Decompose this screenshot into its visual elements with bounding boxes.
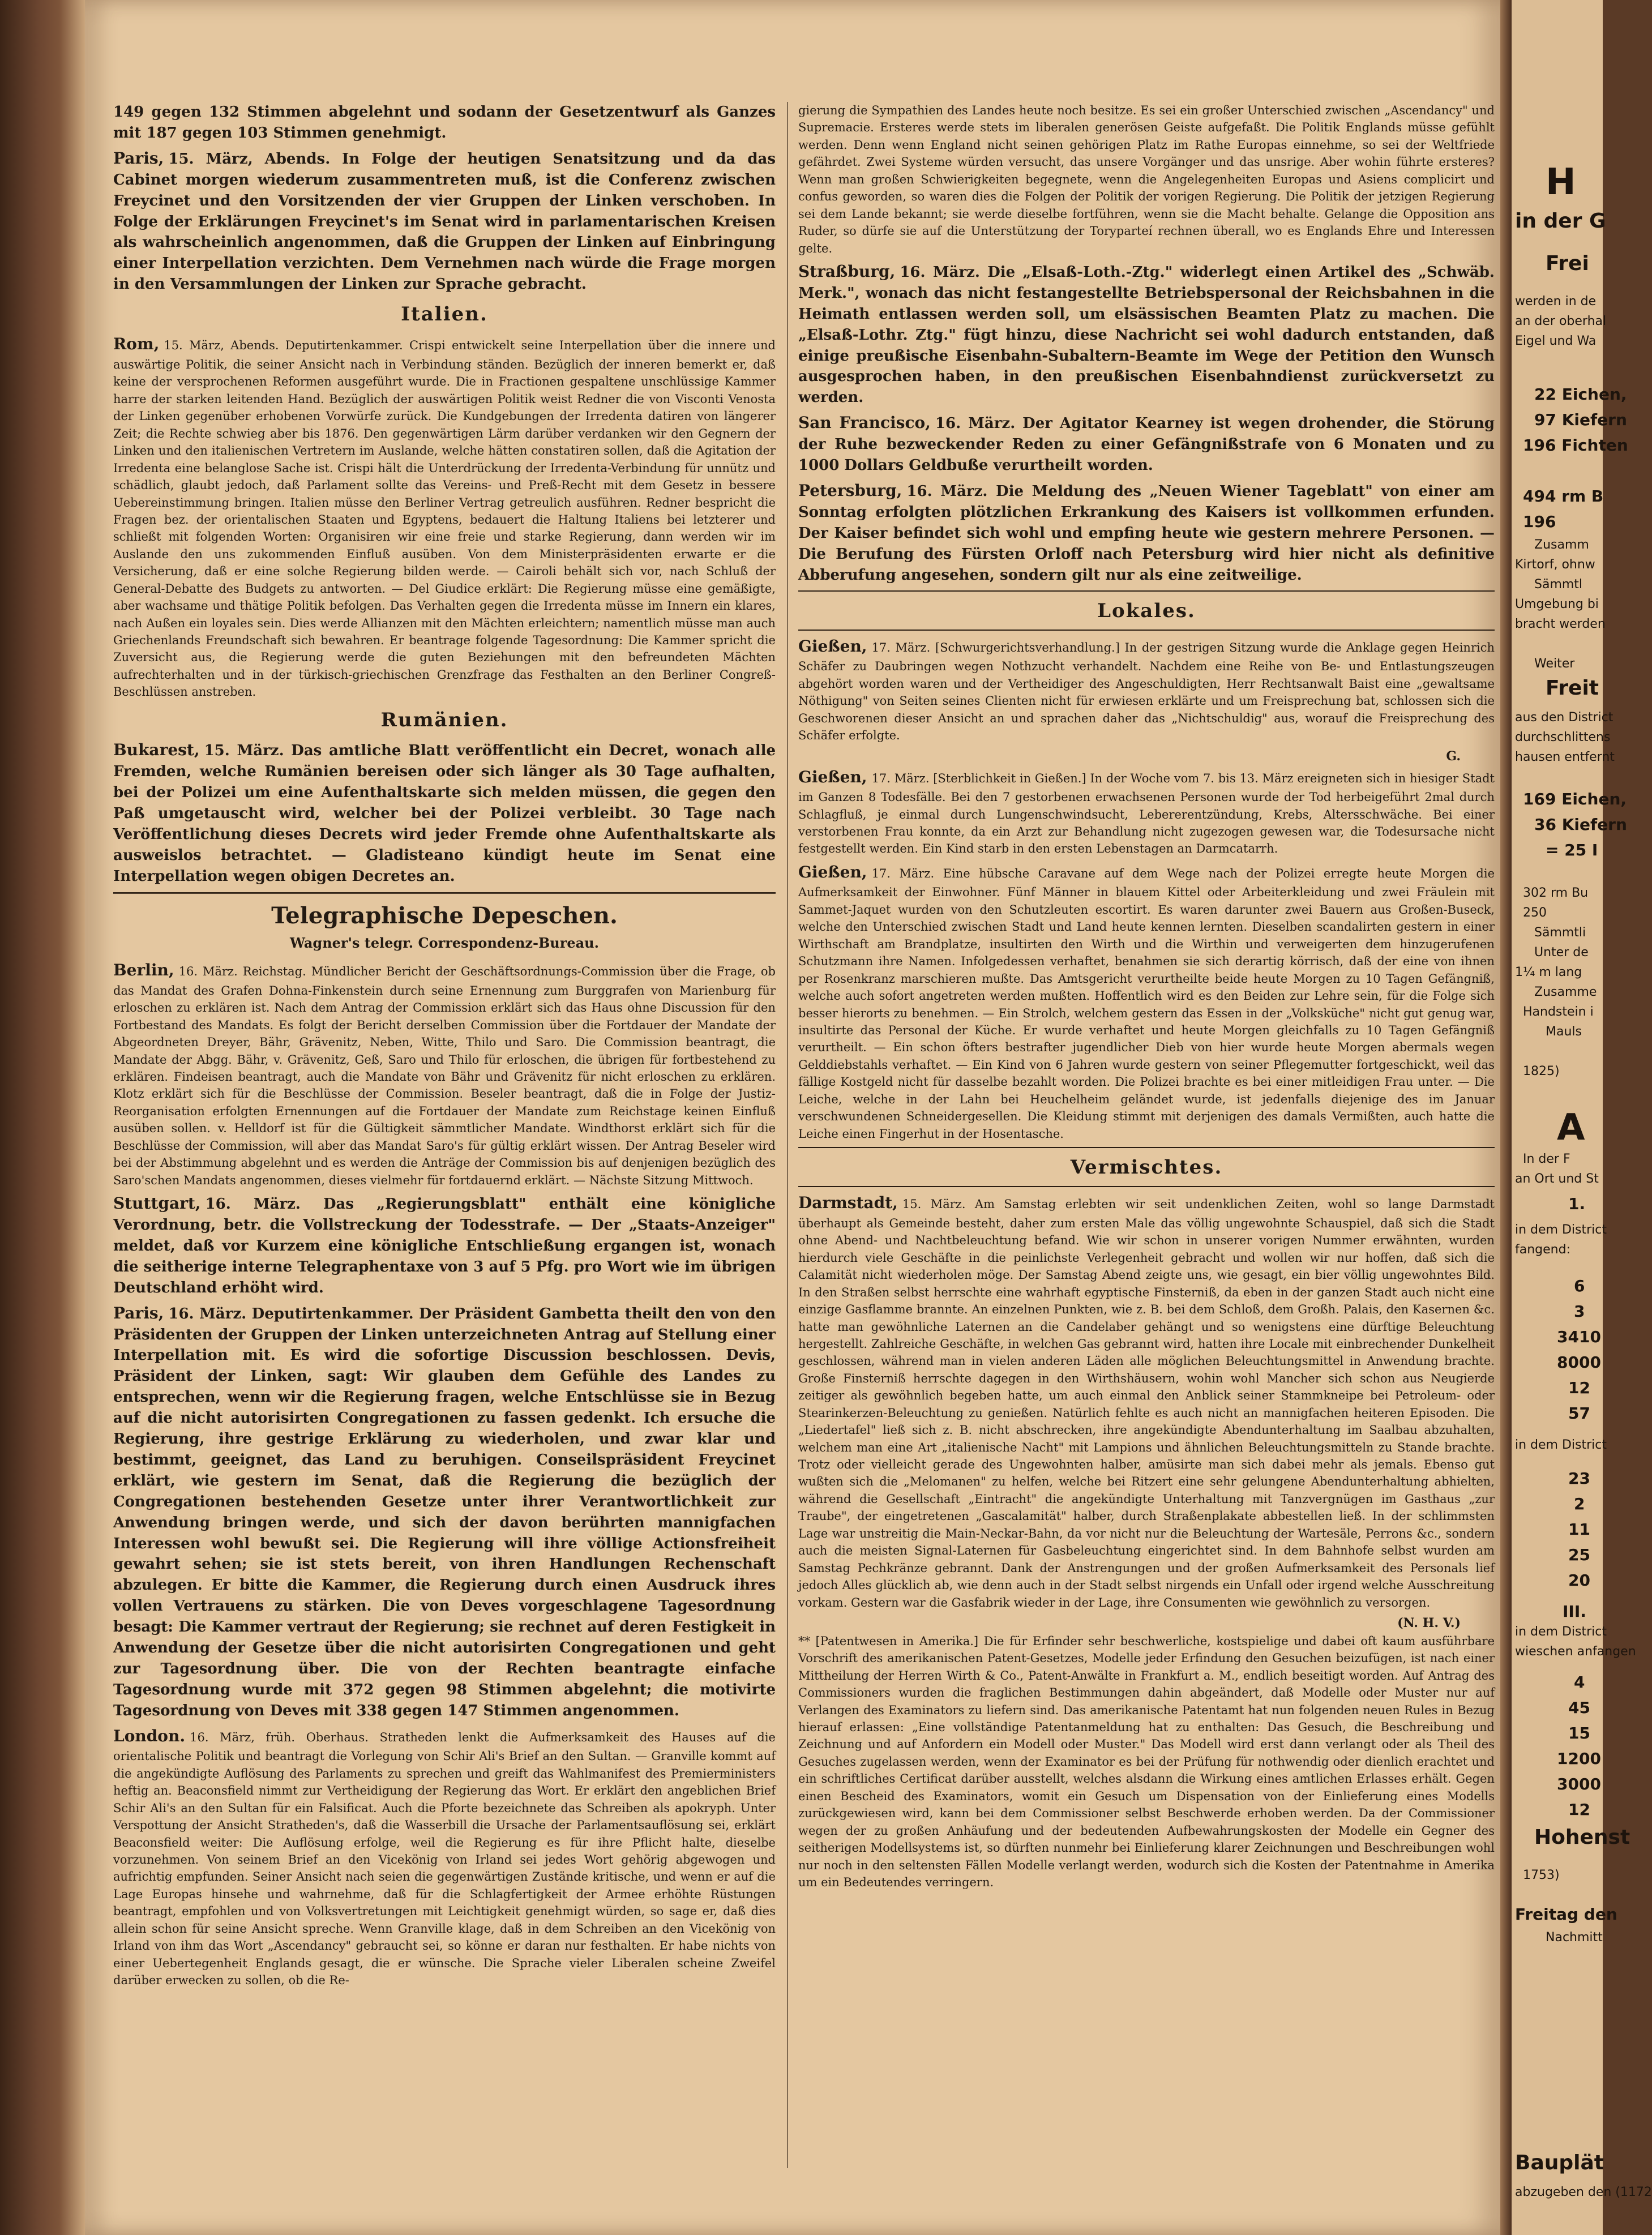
strassburg-article [798,260,1495,408]
ad-fragment: Zusamme [1534,985,1597,999]
rom-article [113,333,776,700]
ad-fragment: = 25 I [1546,841,1598,859]
article-body: 17. März. [Sterblichkeit in Gießen.] In der Woche vom 7. bis 13. März ereigneten sich in hiesiger Stadt im Ganzen 8 Todesfälle. Bei den 7 gestorbenen erwachsenen Personen wurde der Tod herbeigeführt 2mal durch Schlagfluß, je einmal durch Lungenschwindsucht, Lebererentzündung, Krebs, Altersschwäche. Bei einer verstorbenen Frau konnte, da ein Arzt zur Behandlung nicht zugezogen gewesen war, die Todesursache nicht festgestellt werden. Ein Kind starb in den ersten Lebenstagen an Darmcatarrh. [798,771,1495,856]
section-divider [798,1186,1495,1187]
section-heading-lokales: Lokales. [1097,599,1196,622]
ad-fragment: 20 [1568,1571,1590,1590]
ad-fragment: Frei [1546,252,1589,275]
ad-fragment: 196 Fichten [1523,436,1628,455]
ad-fragment: A [1557,1107,1585,1149]
dateline: Rom, [113,335,160,354]
ad-fragment: 1825) [1523,1064,1560,1078]
ad-fragment: Freitag den [1515,1905,1617,1924]
ad-fragment: 45 [1568,1698,1590,1717]
petersburg-article [798,479,1495,586]
ad-fragment: H [1546,161,1576,203]
ad-fragment: 6 [1574,1277,1585,1295]
ad-fragment: Bauplät [1515,2151,1604,2174]
ad-fragment: 1753) [1523,1868,1560,1882]
article-body: 15. März, Abends. Deputirtenkammer. Crispi entwickelt seine Interpellation über die innere und auswärtige Politik, die seiner Ansicht nach in Verbindung ständen. Bezüglich der inneren bemerkt er, daß keine der versprochenen Reformen ausgeführt wurde. Die in Fractionen gespaltene unschlüssige Kammer harre der starken leitenden Hand. Bezüglich der auswärtigen Politik weist Redner die von Visconti Venosta der Linken gegenüber erhobenen Vorwürfe zurück. Die Kundgebungen der Irredenta datiren von längerer Zeit; die Rechte schwieg aber bis 1876. Den gegenwärtigen Lärm darüber verdanken wir den Gegnern der Linken und den italienischen Vertretern im Auslande, welche hätten constatiren sollen, daß die Agitation der Irredenta eine belanglose Sache ist. Crispi hält die Unterdrückung der Irredenta-Verbindung für unnütz und schädlich, glaubt jedoch, daß Parlament sollte das Vereins- und Preß-Recht mit dem Gesetz in bessere Uebereinstimmung bringen. Italien müsse den Berliner Vertrag getreulich ausführen. Redner bespricht die Fragen bez. der orientalischen Staaten und Egyptens, bedauert die Haltung Italiens bei letzterer und schließt mit folgenden Worten: Organisiren wir eine freie und starke Regierung, dann werden wir im Auslande den uns zukommenden Einfluß ausüben. Von dem Ministerpräsidenten erwarte er die Versicherung, daß er eine solche Regierung bilden werde. — Cairoli behält sich vor, nach Schluß der General-Debatte des Budgets zu antworten. — Del Giudice erklärt: Die Regierung müsse eine gemäßigte, aber wachsame und thätige Politik befolgen. Das Verhalten gegen die Irredenta müsse im Innern ein klares, nach Außen ein loyales sein. Dies werde Allianzen mit den Mächten erleichtern; namentlich müsse man auch Griechenlands Freundschaft sich bewahren. Er beantrage folgende Tagesordnung: Die Kammer spricht die Zuversicht aus, die Regierung werde die guten Beziehungen mit den befreundeten Mächten aufrechterhalten und in der türkisch-griechischen Grenzfrage das Festhalten an den Berliner Congreß-Beschlüssen anstreben. [113,339,776,699]
ad-fragment: aus den District [1515,710,1614,725]
ad-fragment: in dem District [1515,1223,1607,1237]
intro-paragraph: 149 gegen 132 Stimmen abgelehnt und sodann der Gesetzentwurf als Ganzes mit 187 gegen 103 Stimmen genehmigt. [113,104,776,142]
ad-fragment: Kirtorf, ohnw [1515,558,1595,572]
ad-fragment: Sämmtli [1534,926,1586,940]
bureau-subheading: Wagner's telegr. Correspondenz-Bureau. [290,935,599,952]
ad-fragment: 250 [1523,906,1547,920]
left-column [113,102,776,1992]
ad-fragment: hausen entfernt [1515,750,1615,764]
ad-fragment: In der F [1523,1152,1570,1166]
ad-fragment: 11 [1568,1520,1590,1539]
dateline: Petersburg, [798,481,902,500]
ad-fragment: 196 [1523,512,1556,531]
ad-fragment: 3410 [1557,1328,1601,1346]
ad-fragment: Handstein i [1523,1005,1594,1019]
ad-fragment: Zusamm [1534,538,1589,552]
ad-fragment: Unter de [1534,945,1589,960]
ad-fragment: 2 [1574,1495,1585,1513]
right-column [798,102,1495,1894]
section-divider [113,892,776,894]
article-body: 17. März. [Schwurgerichtsverhandlung.] In der gestrigen Sitzung wurde die Anklage gegen Heinrich Schäfer zu Daubringen wegen Nothzucht verhandelt. Nachdem eine Reihe von Be- und Entlastungszeugen abgehört worden waren und der Vertheidiger des Angeschuldigten, Herr Rechtsanwalt Baist eine „gewaltsame Nöthigung" von Seiten seines Clienten nicht für erwiesen erklärte und um Freisprechung bat, schlossen sich die Geschworenen dieser Ansicht an und sprachen daher das „Nichtschuldig" aus, worauf die Freisprechung des Schäfer erfolgte. [798,640,1495,743]
source-note: (N. H. V.) [1397,1615,1461,1630]
ad-fragment: an Ort und St [1515,1172,1599,1186]
giessen-police-article [798,861,1495,1142]
sanfrancisco-article [798,412,1495,476]
section-divider [798,590,1495,592]
ad-fragment: 25 [1568,1545,1590,1564]
london-article [113,1725,776,1989]
ad-fragment: Eigel und Wa [1515,334,1597,348]
paris2-article [113,1302,776,1722]
ad-fragment: bracht werden [1515,617,1606,631]
ad-fragment: Nachmitt [1546,1930,1603,1945]
dateline: Paris, [113,148,164,168]
article-body: 16. März. Der Agitator Kearney ist wegen drohender, die Störung der Ruhe bezweckender Reden zu einer Gefängnißstrafe von 6 Monaten und zu 1000 Dollars Geldbuße verurtheilt worden. [798,415,1495,474]
dateline: Berlin, [113,961,174,980]
section-heading-rumaenien: Rumänien. [380,708,508,731]
ad-fragment: 494 rm B [1523,487,1604,506]
ad-fragment: Umgebung bi [1515,597,1599,611]
ad-fragment: 169 Eichen, [1523,790,1627,808]
ad-fragment: 3000 [1557,1775,1601,1793]
ad-fragment: 8000 [1557,1353,1601,1372]
london-continuation: gierung die Sympathien des Landes heute noch besitze. Es sei ein großer Unterschied zwischen „Ascendancy" und Supremacie. Ersteres werde stets im liberalen generösen Geiste aufgefaßt. Die Politik Englands müsse gefühlt werden. Denn wenn England nicht seinen gehörigen Platz im Rathe Europas einnehme, so sei der Weltfriede gefährdet. Zwei Systeme würden versucht, das unsere Vorgänger und das unsrige. Aber wohin führte ersteres? Wenn man großen Schwierigkeiten begegnete, wenn die Angelegenheiten Europas und Asiens complicirt und confus geworden, so waren dies die Folgen der Politik der vorigen Regierung. Die Politik der jetzigen Regierung sei dem Lande bekannt; sie werde dieselbe fortführen, wenn sie die Macht behalte. Gelange die Opposition ans Ruder, so dürfe sie auf die Unterstützung der Toryparteí rechnen überall, wo es Englands Ehre und Interessen gelte. [798,104,1495,255]
section-divider [798,1147,1495,1148]
ad-fragment: Sämmtl [1534,577,1583,592]
article-body: 16. März, früh. Oberhaus. Stratheden lenkt die Aufmerksamkeit des Hauses auf die orientalische Politik und beantragt die Vorlegung von Schir Ali's Brief an den Sultan. — Granville kommt auf die angekündigte Auflösung des Parlaments zu sprechen und greift das Wahlmanifest des Premierministers heftig an. Beaconsfield nimmt zur Vertheidigung der Regierung das Wort. Er erklärt den angeblichen Brief Schir Ali's an den Sultan für ein Falsificat. Auch die Pforte bezeichnete das Schreiben als apokryph. Unter Verspottung der Ansicht Stratheden's, daß die Wasserbill die Ursache der Parlamentsauflösung sei, erklärt Beaconsfield weiter: Die Auflösung erfolge, weil die Regierung es für ihre Pflicht halte, dieselbe vorzunehmen. Von seinem Brief an den Vicekönig von Irland sei jedes Wort gehörig abgewogen und aufrichtig empfunden. Seiner Ansicht nach seien die gegenwärtigen Zustände kritische, und wenn er auf die Lage Europas hinsehe und wahrnehme, daß für die Schlagfertigkeit der Armee erhöhte Rüstungen beantragt, empfohlen und von Volksvertretungen mit Leichtigkeit genehmigt würden, so sage er, daß dies allein schon für seine Ansicht spreche. Wenn Granville klage, daß in dem Schreiben an den Vicekönig von Irland von ihm das Wort „Ascendancy" gebraucht sei, so könne er daran nur festhalten. Er habe nichts von einer Uebertegenheit Englands gesagt, die er wünsche. Die Sprache vieler Liberalen scheine Zweifel darüber erwecken zu sollen, ob die Re- [113,1730,776,1988]
page-gutter [1500,0,1512,2235]
ad-fragment: in dem District [1515,1438,1607,1452]
dateline: Stuttgart, [113,1194,201,1213]
berlin-article [113,959,776,1189]
paris1-article [113,147,776,295]
ad-fragment: 3 [1574,1302,1585,1321]
ad-fragment: werden in de [1515,294,1597,309]
stuttgart-article [113,1192,776,1299]
darmstadt-article [798,1192,1495,1611]
article-body: 15. März, Abends. In Folge der heutigen Senatsitzung und da das Cabinet morgen wiederum zusammentreten muß, ist die Conferenz zwischen Freycinet und den Vorsitzenden der vier Gruppen der Linken verschoben. In Folge der Erklärungen Freycinet's im Senat wird in parlamentarischen Kreisen als wahrscheinlich angenommen, daß die Gruppen der Linken auf Einbringung einer Interpellation verzichten. Dem Vernehmen nach würde die Frage morgen in den Versammlungen der Linken zur Sprache gebracht. [113,150,776,293]
article-body: 15. März. Am Samstag erlebten wir seit undenklichen Zeiten, wohl so lange Darmstadt überhaupt als Gemeinde besteht, daher zum ersten Male das völlig ungewohnte Schauspiel, daß sich die Stadt ohne Abend- und Nachtbeleuchtung befand. Wie wir schon in unserer vorigen Nummer erwähnten, wurden hierdurch viele Geschäfte in die peinlichste Verlegenheit gebracht und wollen wir nur hoffen, daß sich die Calamität nicht wiederholen möge. Der Samstag Abend zeigte uns, wie gesagt, ein bier völlig ungewohntes Bild. In den Straßen selbst herrschte eine wahrhaft egyptische Finsterniß, da eben in der ganzen Stadt auch nicht eine einzige Gasflamme brannte. An einzelnen Punkten, wie z. B. bei dem Schloß, dem Großh. Palais, den Kasernen &c. hatte man gewöhnliche Laternen an die Candelaber gehängt und so wenigstens eine dürftige Beleuchtung hergestellt. Zahlreiche Geschäfte, in welchen Gas gebrannt wird, hatten ihre Locale mit einbrechender Dunkelheit geschlossen, während man in vielen anderen Läden alle möglichen Beleuchtungsmittel in Anwendung brachte. Große Finsterniß herrschte dagegen in den Wirthshäusern, wohin wohl Mancher sich schon aus Neugierde zeitiger als gewöhnlich begeben hatte, um auch einmal den Anblick seiner Stammkneipe bei Petroleum- oder Stearinkerzen-Beleuchtung zu genießen. Natürlich fehlte es auch nicht an mannigfachen heiteren Episoden. Die „Liedertafel" ließ sich z. B. nicht abschrecken, ihre angekündigte Abendunterhaltung im Saalbau abzuhalten, welchem man eine Art „italienische Nacht" mit Lampions und ähnlichen Beleuchtungsmitteln zu Stande brachte. Trotz oder vielleicht gerade des Ungewohnten halber, amüsirte man sich dabei mehr als jemals. Ebenso gut wußten sich die „Melomanen" zu helfen, welche bei Ritzert eine sehr gelungene Abendunterhaltung abhielten, während die Gesellschaft „Eintracht" die angekündigte Unterhaltung mit Tanzvergnügen im Gasthaus „zur Traube", der eingetretenen „Gascalamität" halber, durch Straßenplakate abbestellen ließ. In der schlimmsten Lage war unstreitig die Main-Neckar-Bahn, da vor nicht nur die Beleuchtung der Wartesäle, Perrons &c., sondern auch die meisten Signal-Laternen für Gasbeleuchtung eingerichtet sind. In dem Bahnhofe selbst wurden am Samstag Pechkränze gebrannt. Dank der Anstrengungen und der großen Aufmerksamkeit des Personals lief jedoch Alles glücklich ab, wie denn auch in der Stadt selbst nirgends ein Unfall oder irgend welche Ausschreitung vorkam. Gestern war die Gasfabrik wieder in der Lage, ihre Consumenten wie gewöhnlich zu versorgen. [798,1197,1495,1609]
article-body: 16. März. Die „Elsaß-Loth.-Ztg." widerlegt einen Artikel des „Schwäb. Merk.", wonach das nicht festangestellte Betriebspersonal der Reichsbahnen in die Heimath entlassen werden soll, um elsässischen Beamten Platz zu machen. Die „Elsaß-Lothr. Ztg." fügt hinzu, diese Nachricht sei wohl dadurch entstanden, daß einige preußische Eisenbahn-Subaltern-Beamte im Wege der Petition den Wunsch ausgesprochen haben, in den preußischen Eisenbahndienst zurückversetzt zu werden. [798,263,1495,406]
ad-fragment: 1. [1568,1194,1586,1213]
patent-article: ** [Patentwesen in Amerika.] Die für Erfinder sehr beschwerliche, kostspielige und dabei oft kaum ausführbare Vorschrift des amerikanischen Patent-Gesetzes, Modelle jeder Erfindung den Gesuchen beizufügen, ist nach einer Mittheilung der Herren Wirth & Co., Patent-Anwälte in Frankfurt a. M., endlich beseitigt worden. Auf Antrag des Commissioners wurden die fraglichen Bestimmungen dahin abgeändert, daß Modelle oder Muster nur auf Verlangen des Examinators zu liefern sind. Das amerikanische Patentamt hat nun folgenden neuen Rules in Bezug hierauf erlassen: „Eine vollständige Patentanmeldung hat zu enthalten: Das Gesuch, die Beschreibung und Zeichnung und auf Anfordern ein Modell oder Muster." Das Modell wird erst dann verlangt oder als Theil des Gesuches zugelassen werden, wenn der Examinator es bei der Prüfung für nothwendig oder dienlich erachtet und ein schriftliches Certificat darüber ausstellt, welches alsdann die Wirkung eines amtlichen Erlasses erhält. Gegen einen Bescheid des Examinators, womit ein Gesuch um Dispensation von der Einlieferung eines Modells zurückgewiesen wird, kann bei dem Commissioner selbst Beschwerde erhoben werden. Da der Commissioner wegen der zu großen Anhäufung und der bedeutenden Aufbewahrungskosten der Modelle ein Gegner des seitherigen Modellsystems ist, so dürften nunmehr bei Einlieferung klarer Zeichnungen und Beschreibungen wohl nur noch in den seltensten Fällen Modelle verlangt werden, wodurch sich die Kosten der Patentnahme in Amerika um ein Bedeutendes verringern. [798,1634,1495,1889]
section-divider [798,630,1495,631]
dateline: Gießen, [798,767,867,786]
ad-fragment: 36 Kiefern [1534,815,1627,834]
giessen-court-article [798,635,1495,744]
ad-fragment: Mauls [1546,1025,1582,1039]
ad-fragment: 22 Eichen, [1534,385,1627,404]
ad-fragment: Freit [1546,677,1599,700]
adjacent-page-edge [1512,0,1652,2235]
ad-fragment: 1¼ m lang [1515,965,1582,979]
ad-fragment: 97 Kiefern [1534,410,1627,429]
article-body: 17. März. Eine hübsche Caravane auf dem Wege nach der Polizei erregte heute Morgen die Aufmerksamkeit der Einwohner. Fünf Männer in blauem Kittel oder Arbeiterkleidung und zwei Fräulein mit Sammet-Jaquet wurden von den Schutzleuten escortirt. Es waren darunter zwei Bauern aus Großen-Buseck, welche den Unterschied zwischen Stadt und Land heute kennen lernten. Dieselben scandalirten gestern in einer Wirthschaft am Brandplatze, insultirten den Wirth und die Wirthin und verweigerten dem hinzugerufenen Schutzmann ihre Namen. Infolgedessen verhaftet, benahmen sie sich derartig körrisch, daß der eine von ihnen per Rosenkranz marschieren mußte. Das Amtsgericht verurtheilte beide heute Morgen zu 10 Tagen Gefängniß, welche auch sofort angetreten werden mußten. Hoffentlich wird es den Beiden zur Lehre sein, für die Folge sich besser hierorts zu benehmen. — Ein Strolch, welchem gestern das Essen in der „Volksküche" nicht gut genug war, insultirte das Personal der Küche. Er wurde verhaftet und heute Morgen gleichfalls zu 10 Tagen Gefängniß verurtheilt. — Ein schon öfters bestrafter jugendlicher Dieb von hier wurde heute Morgen abermals wegen Gelddiebstahls verhaftet. — Ein Kind von 6 Jahren wurde gestern von seiner Pflegemutter fortgeschickt, weil das fällige Kostgeld nicht für dasselbe bezahlt worden. Die Polizei brachte es bei einer mitleidigen Frau unter. — Die Leiche, welche in der Lahn bei Heuchelheim geländet wurde, ist jedenfalls diejenige des im Januar verschwundenen Schneidergesellen. Die Kleidung stimmt mit derjenigen des damals Vermißten, auch hatte die Leiche einen Fingerhut in der Hosentasche. [798,866,1495,1141]
article-body: 16. März. Deputirtenkammer. Der Präsident Gambetta theilt den von den Präsidenten der Gruppen der Linken unterzeichneten Antrag auf Stellung einer Interpellation mit. Es wird die sofortige Discussion beschlossen. Devis, Präsident der Linken, sagt: Wir glauben dem Gefühle des Landes zu entsprechen, wenn wir die Regierung fragen, welche Entschlüsse sie in Bezug auf die nicht autorisirten Congregationen zu fassen gedenkt. Ich ersuche die Regierung, ihre gestrige Erklärung zu wiederholen, und zwar klar und bestimmt, geeignet, das Land zu beruhigen. Conseilspräsident Freycinet erklärt, wie gestern im Senat, daß die Regierung die bezüglich der Congregationen bestehenden Gesetze unter ihrer Verantwortlichkeit zur Anwendung bringen werde, und sich der davon berührten mannigfachen Interessen wohl bewußt sei. Die Regierung will ihre völlige Actionsfreiheit gewahrt sehen; sie ist stets bereit, von ihren Handlungen Rechenschaft abzulegen. Er bitte die Kammer, die Regierung durch einen Ausdruck ihres vollen Vertrauens zu stärken. Die von Deves vorgeschlagene Tagesordnung besagt: Die Kammer vertraut der Regierung; sie rechnet auf deren Festigkeit in Anwendung der Gesetze über die nicht autorisirten Congregationen und geht zur Tagesordnung über. Die von der Rechten beantragte einfache Tagesordnung wurde mit 372 gegen 98 Stimmen abgelehnt; die motivirte Tagesordnung von Deves mit 338 gegen 147 Stimmen angenommen. [113,1305,776,1719]
dateline: Gießen, [798,862,867,881]
dateline: San Francisco, [798,413,931,433]
ad-fragment: 4 [1574,1673,1585,1692]
ad-fragment: 23 [1568,1469,1590,1488]
dateline: Straßburg, [798,262,896,281]
ad-fragment: an der oberhal [1515,314,1607,328]
column-rule [787,102,788,2168]
ad-fragment: Hohenst [1534,1826,1630,1849]
ad-fragment: abzugeben den (1172 [1515,2185,1652,2199]
dateline: Paris, [113,1303,164,1322]
book-binding [0,0,85,2235]
ad-fragment: 15 [1568,1724,1590,1742]
ad-fragment: wieschen anfangen [1515,1645,1636,1659]
section-heading-vermischtes: Vermischtes. [1070,1156,1223,1179]
telegraph-heading: Telegraphische Depeschen. [271,902,618,930]
article-body: 16. März. Reichstag. Mündlicher Bericht der Geschäftsordnungs-Commission über die Frage, ob das Mandat des Grafen Dohna-Finkenstein durch seine Ernennung zum Burggrafen von Marienburg für erloschen zu erklären ist. Nach dem Antrag der Commission erklärt sich das Haus ohne Discussion für den Fortbestand des Mandats. Es folgt der Bericht derselben Commission über die Fortdauer der Mandate der Abgeordneten Dreyer, Bähr, Grävenitz, Neben, Witte, Thilo und Saro. Die Commission beantragt, die Mandate der Abgg. Bähr, v. Grävenitz, Geß, Saro und Thilo für erloschen, die übrigen für fortbestehend zu erklären. Findeisen beantragt, auch die Mandate von Bähr und Grävenitz für nicht erloschen zu erklären. Klotz erklärt sich für die Beschlüsse der Commission. Beseler beantragt, daß die in Folge der Justiz-Reorganisation erfolgten Ernennungen auf die Fortdauer der Mandate zum Reichstage keinen Einfluß ausüben sollen. v. Helldorf ist für die Gültigkeit sämmtlicher Mandate. Windthorst erklärt sich für die Beschlüsse der Commission, will aber das Mandat Saro's für gültig erklärt wissen. Der Antrag Beseler wird bei der Abstimmung abgelehnt und es werden die Anträge der Commission bis auf denjenigen bezüglich des Saro'schen Mandats angenommen, dieses vielmehr für fortdauernd erklärt. — Nächste Sitzung Mittwoch. [113,965,776,1187]
ad-fragment: III. [1563,1602,1586,1621]
signature: G. [1446,748,1461,764]
section-heading-italien: Italien. [401,303,488,326]
bukarest-article [113,739,776,887]
ad-fragment: 12 [1568,1800,1590,1819]
ad-fragment: fangend: [1515,1243,1570,1257]
article-body: 16. März. Das „Regierungsblatt" enthält eine königliche Verordnung, betr. die Vollstreckung der Todesstrafe. — Der „Staats-Anzeiger" meldet, daß vor Kurzem eine königliche Entschließung ergangen ist, wonach die seitherige interne Telegraphentaxe von 3 auf 5 Pfg. pro Wort wie im übrigen Deutschland erhöht wird. [113,1196,776,1296]
ad-fragment: in dem District [1515,1625,1607,1639]
ad-fragment: 12 [1568,1378,1590,1397]
ad-fragment: in der G [1515,209,1606,233]
dateline: Darmstadt, [798,1193,898,1213]
ad-fragment: 302 rm Bu [1523,886,1589,900]
ad-fragment: 1200 [1557,1749,1601,1768]
ad-fragment: durchschlittens [1515,730,1611,744]
giessen-mortality-article [798,766,1495,858]
dateline: Bukarest, [113,740,200,760]
article-body: 16. März. Die Meldung des „Neuen Wiener Tageblatt" von einer am Sonntag erfolgten plötzlichen Erkrankung des Kaisers ist vollkommen erfunden. Der Kaiser befindet sich wohl und empfing heute wie gestern mehrere Personen. — Die Berufung des Fürsten Orloff nach Petersburg wird hier nicht als definitive Abberufung angesehen, sondern gilt nur als eine zeitweilige. [798,483,1495,584]
dateline: London. [113,1726,186,1745]
article-body: 15. März. Das amtliche Blatt veröffentlicht ein Decret, wonach alle Fremden, welche Rumänien bereisen oder sich länger als 30 Tage aufhalten, bei der Polizei um eine Aufenthaltskarte sich melden müssen, die gegen den Paß umgetauscht wird, welcher bei der Polizei verbleibt. 30 Tage nach Veröffentlichung dieses Decrets wird jeder Fremde ohne Aufenthaltskarte als ausweislos betrachtet. — Gladisteano kündigt heute im Senat eine Interpellation wegen obigen Decretes an. [113,742,776,885]
dateline: Gießen, [798,636,867,656]
ad-fragment: 57 [1568,1404,1590,1423]
ad-fragment: Weiter [1534,657,1575,671]
